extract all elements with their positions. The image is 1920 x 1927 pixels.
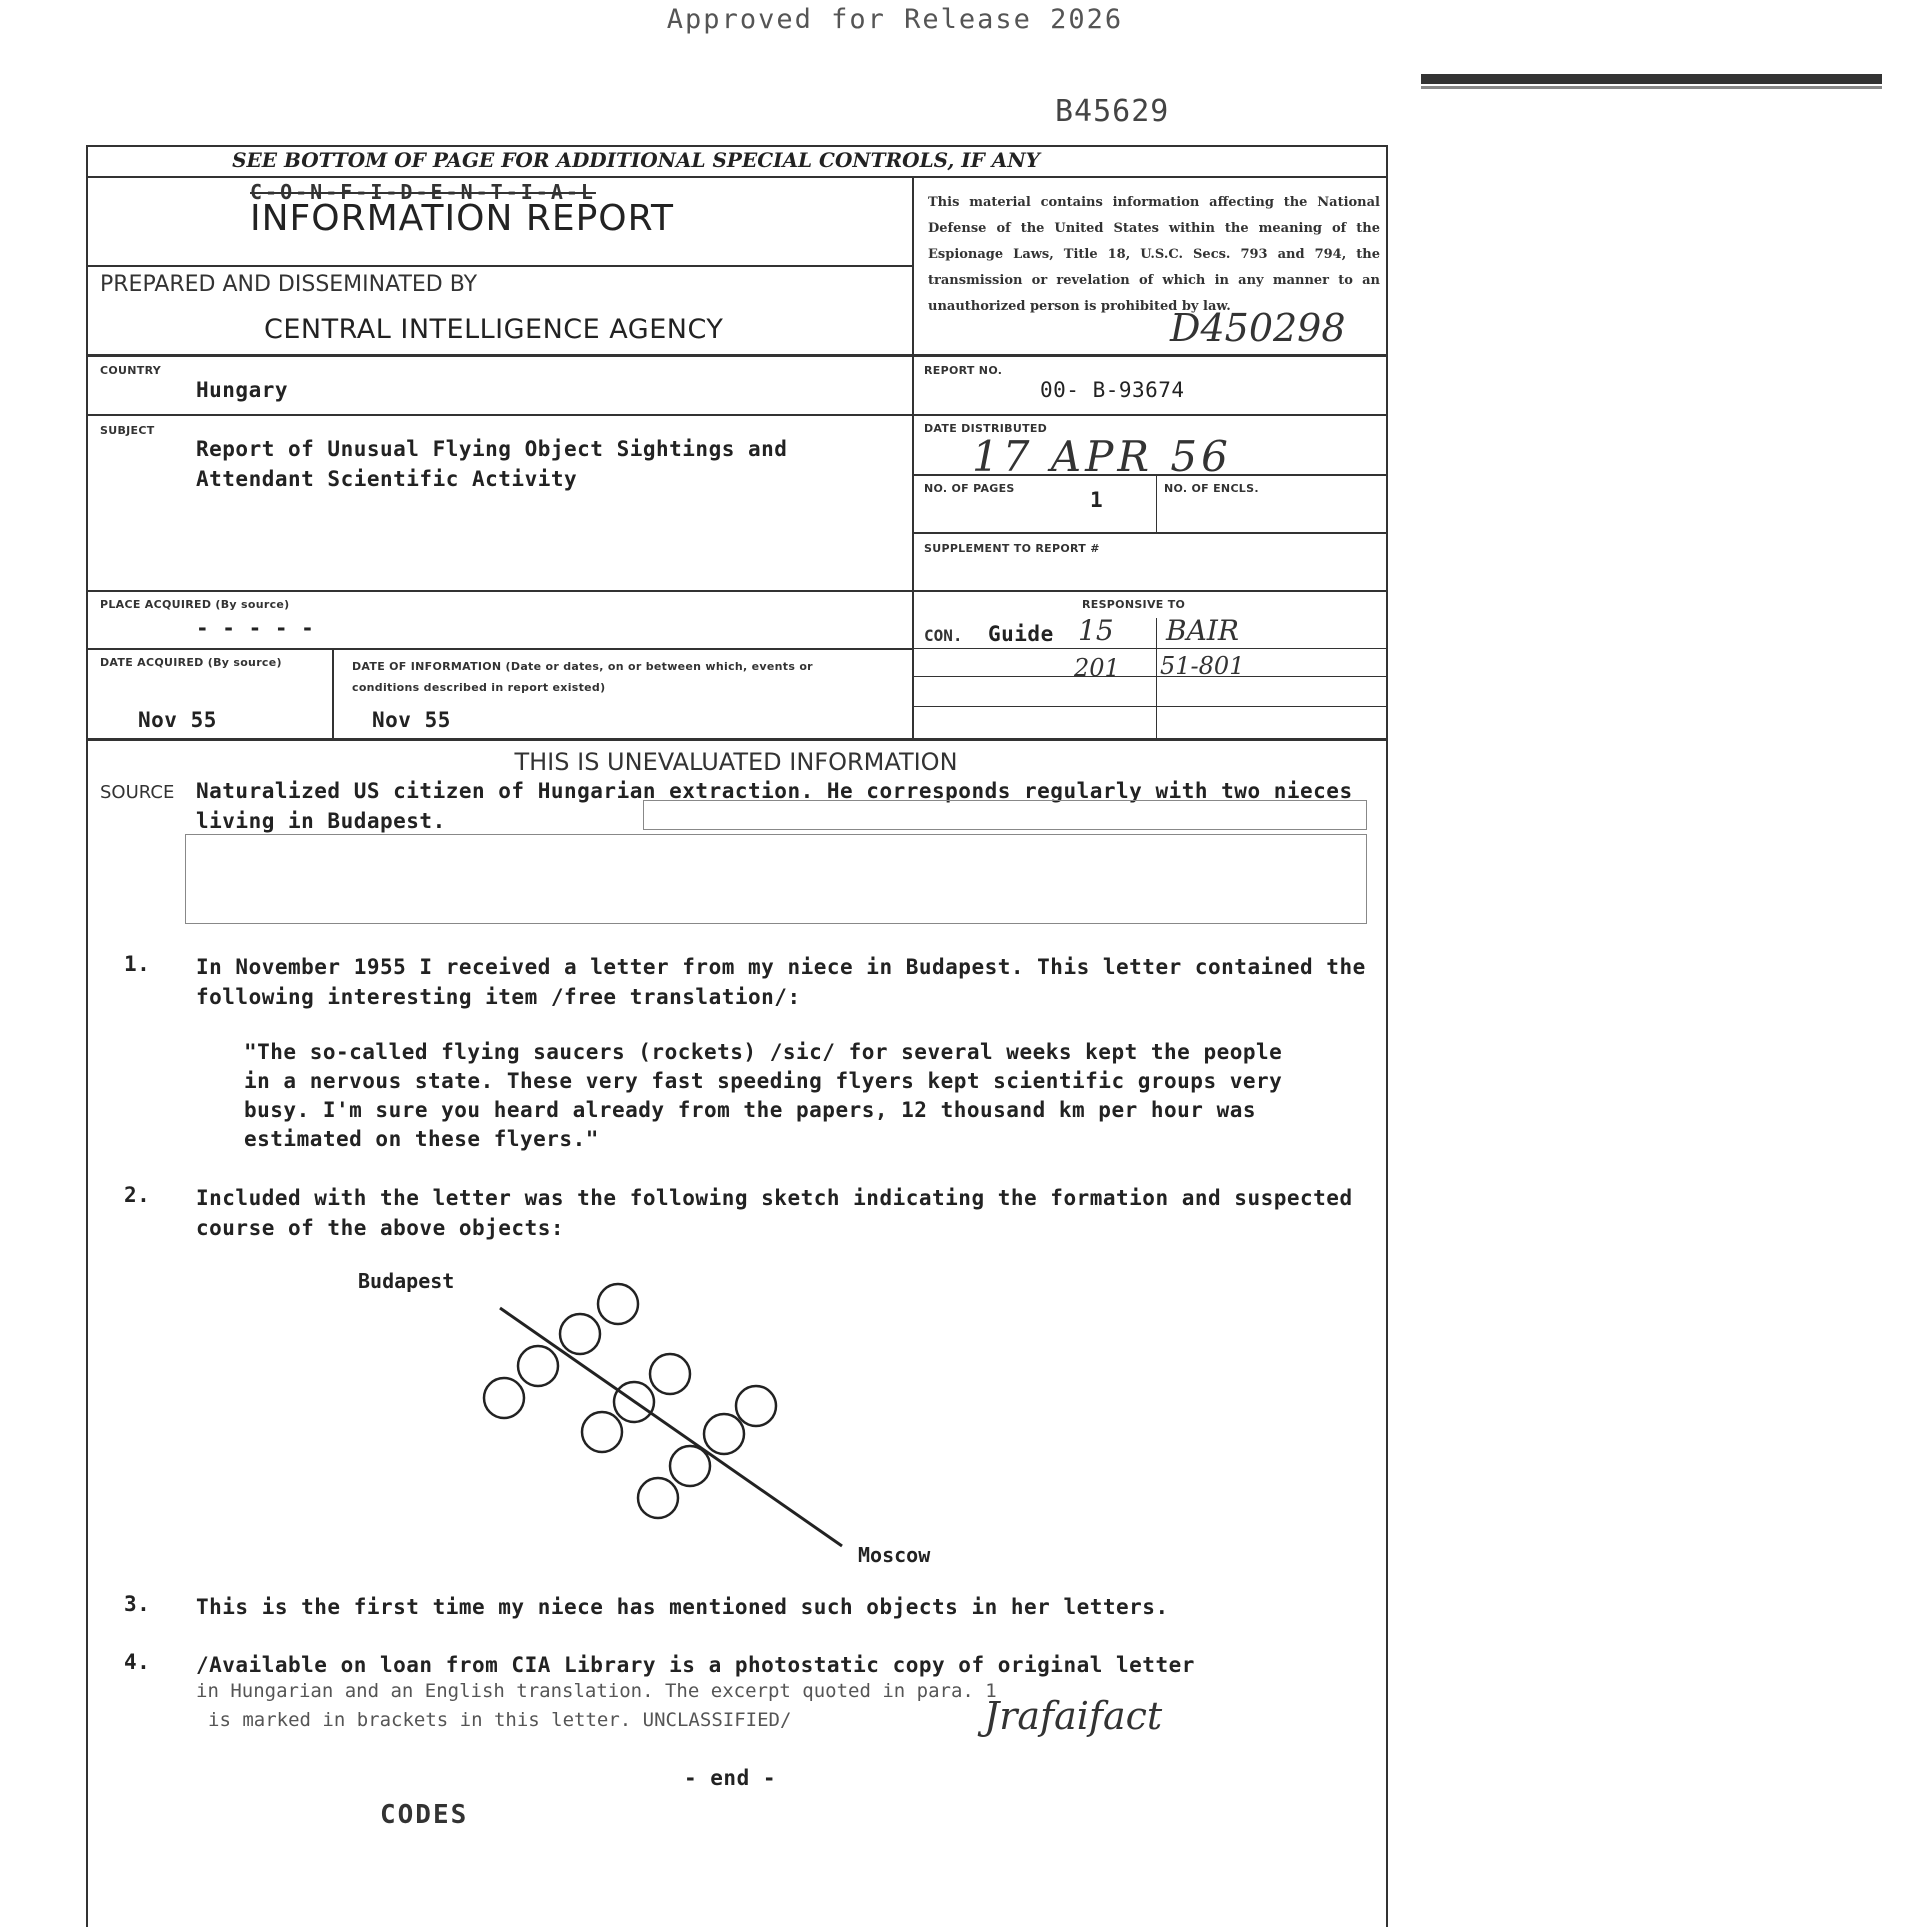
source-label: SOURCE <box>100 782 175 803</box>
responsive-label: RESPONSIVE TO <box>1082 598 1186 611</box>
rule <box>912 590 1386 592</box>
prepared-label: PREPARED AND DISSEMINATED BY <box>100 272 478 297</box>
responsive-prefix: CON. <box>924 626 963 645</box>
paragraph-number: 2. <box>124 1183 151 1207</box>
country-label: COUNTRY <box>100 364 161 377</box>
date-acquired-label: DATE ACQUIRED (By source) <box>100 656 282 669</box>
unevaluated-notice: THIS IS UNEVALUATED INFORMATION <box>514 748 958 776</box>
pages-label: NO. OF PAGES <box>924 482 1015 495</box>
date-info-value: Nov 55 <box>372 708 451 732</box>
object-circle <box>598 1284 638 1324</box>
pages-value: 1 <box>1090 488 1104 512</box>
paragraph-4: /Available on loan from CIA Library is a photostatic copy of original letter <box>196 1653 1195 1677</box>
enclosures-label: NO. OF ENCLS. <box>1164 482 1259 495</box>
handwritten-responsive: 201 <box>1074 654 1120 682</box>
espionage-notice: This material contains information affecting the National Defense of the United States within the meaning of the Espionage Laws, Title 18, U.S.C. Secs. 793 and 794, the transmission or revelation of which in any manner to an unauthorized person is prohibited by law. <box>928 195 1380 314</box>
end-marker: - end - <box>684 1766 777 1790</box>
release-stamp: Approved for Release 2026 <box>666 4 1124 35</box>
rule <box>86 414 912 416</box>
rule <box>86 354 1386 357</box>
paragraph-2: Included with the letter was the following sketch indicating the formation and suspected course of the above objects: <box>196 1186 1353 1240</box>
supplement-label: SUPPLEMENT TO REPORT # <box>924 542 1100 555</box>
date-distributed-value: 17 APR 56 <box>972 432 1232 481</box>
date-acquired-value: Nov 55 <box>138 708 217 732</box>
country-value: Hungary <box>196 378 289 402</box>
paragraph-1: In November 1955 I received a letter from my niece in Budapest. This letter contained the following interesting item /free translation/: <box>196 955 1366 1009</box>
redaction-bar <box>1421 74 1882 84</box>
redaction-box <box>643 800 1367 830</box>
object-circle <box>638 1478 678 1518</box>
object-circle <box>484 1378 524 1418</box>
place-acquired-value: - - - - - <box>196 616 315 640</box>
rule <box>86 648 912 650</box>
date-info-label: DATE OF INFORMATION (Date or dates, on or between which, events or conditions described in report existed) <box>352 660 813 694</box>
redaction-box <box>185 834 1367 924</box>
report-title: INFORMATION REPORT <box>250 198 675 239</box>
source-value: Naturalized US citizen of Hungarian extraction. He corresponds regularly with two nieces living in Budapest. <box>196 779 1353 833</box>
rule <box>912 414 1386 416</box>
paragraph-4-continued: in Hungarian and an English translation. The excerpt quoted in para. 1 <box>196 1680 997 1702</box>
paragraph-number: 4. <box>124 1650 151 1674</box>
rule <box>912 648 1386 649</box>
handwritten-responsive: BAIR <box>1166 614 1239 647</box>
date-distributed-label: DATE DISTRIBUTED <box>924 422 1048 435</box>
course-line <box>500 1308 842 1546</box>
object-circle <box>582 1412 622 1452</box>
report-no-label: REPORT NO. <box>924 364 1003 377</box>
classification-struck: C-O-N-F-I-D-E-N-T-I-A-L <box>250 180 596 204</box>
object-circle <box>670 1446 710 1486</box>
codes-stamp: CODES <box>380 1800 469 1830</box>
rule <box>86 176 1386 178</box>
rule <box>86 738 1386 741</box>
redaction-underline <box>1421 86 1882 89</box>
special-controls-note: SEE BOTTOM OF PAGE FOR ADDITIONAL SPECIAL CONTROLS, IF ANY <box>232 148 1040 172</box>
rule <box>1156 618 1157 738</box>
object-circle <box>560 1314 600 1354</box>
document-number: B45629 <box>1055 94 1170 129</box>
handwritten-number: D450298 <box>1170 306 1346 350</box>
rule <box>912 532 1386 534</box>
paragraph-4-continued: is marked in brackets in this letter. UNCLASSIFIED/ <box>208 1709 792 1731</box>
rule <box>912 676 1386 677</box>
subject-value: Report of Unusual Flying Object Sightings and Attendant Scientific Activity <box>196 437 788 491</box>
sketch-label-moscow: Moscow <box>858 1543 931 1567</box>
responsive-value: Guide <box>988 622 1054 646</box>
paragraph-3: This is the first time my niece has mentioned such objects in her letters. <box>196 1595 1169 1619</box>
report-no-value: 00- B-93674 <box>1040 378 1185 402</box>
paragraph-number: 1. <box>124 952 151 976</box>
rule <box>912 706 1386 707</box>
handwritten-responsive: 15 <box>1078 614 1114 647</box>
rule <box>332 648 334 738</box>
rule <box>1156 474 1157 532</box>
agency-name: CENTRAL INTELLIGENCE AGENCY <box>264 314 724 345</box>
place-acquired-label: PLACE ACQUIRED (By source) <box>100 598 290 611</box>
formation-sketch <box>340 1260 1000 1580</box>
quoted-letter: "The so-called flying saucers (rockets) /sic/ for several weeks kept the people in a nervous state. These very fast speeding flyers kept scientific groups very busy. I'm sure you heard already from the papers, 12 thousand km per hour was estimated on these flyers." <box>244 1040 1283 1151</box>
sketch-label-budapest: Budapest <box>358 1269 455 1293</box>
object-circle <box>704 1414 744 1454</box>
object-circle <box>736 1386 776 1426</box>
object-circle <box>518 1346 558 1386</box>
rule <box>912 176 914 738</box>
signature: Jrafaifact <box>984 1694 1163 1738</box>
paragraph-number: 3. <box>124 1592 151 1616</box>
object-circle <box>650 1354 690 1394</box>
subject-label: SUBJECT <box>100 424 155 437</box>
handwritten-responsive: 51-801 <box>1160 652 1245 680</box>
rule <box>86 265 912 267</box>
rule <box>86 590 912 592</box>
